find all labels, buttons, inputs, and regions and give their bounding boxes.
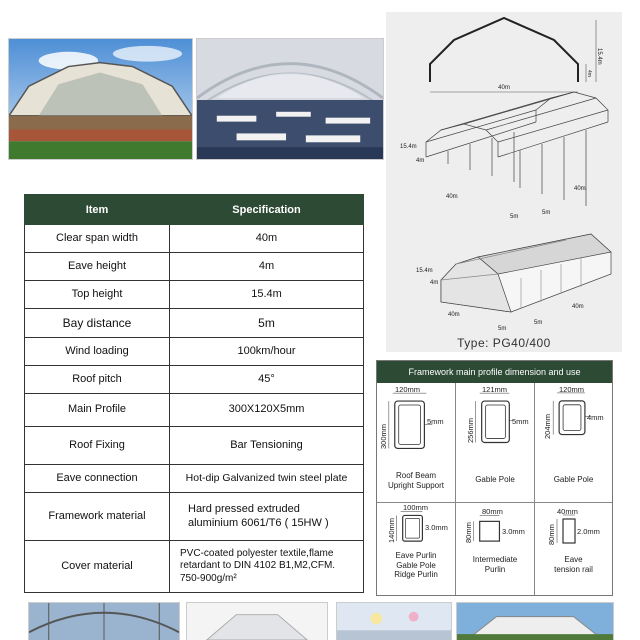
profile-width: 80mm bbox=[482, 507, 503, 516]
header-specification: Specification bbox=[170, 195, 364, 225]
profile-cell bbox=[456, 383, 535, 503]
profile-use-line: Roof Beam bbox=[395, 471, 437, 480]
profile-grid bbox=[377, 383, 612, 595]
iso-width-label: 40m bbox=[446, 194, 458, 200]
value-cell: 4m bbox=[170, 253, 364, 281]
profile-use: Gable Pole bbox=[475, 475, 515, 484]
item-cell: Main Profile bbox=[25, 394, 170, 427]
value-cell: 45° bbox=[170, 366, 364, 394]
bottom-photo-3 bbox=[336, 602, 452, 640]
tent-interior-banquet-photo bbox=[196, 38, 384, 160]
value-line: aluminium 6061/T6 ( 15HW ) bbox=[188, 516, 329, 529]
table-row bbox=[25, 394, 364, 427]
item-cell: Roof Fixing bbox=[25, 427, 170, 465]
profile-section-icon bbox=[535, 503, 612, 595]
covered-tent-drawing bbox=[441, 234, 611, 312]
item-cell: Cover material bbox=[25, 541, 170, 593]
front-height-label: 15.4m bbox=[596, 48, 602, 65]
profile-use-5 bbox=[456, 555, 534, 574]
profile-use-line: Ridge Purlin bbox=[394, 570, 438, 580]
tent-drawings bbox=[386, 12, 622, 352]
item-cell: Framework material bbox=[25, 493, 170, 541]
profile-thickness: 4mm bbox=[587, 413, 604, 422]
table-row bbox=[25, 541, 364, 593]
value-cell: 15.4m bbox=[170, 281, 364, 309]
front-width-label: 40m bbox=[498, 85, 510, 91]
value-cell: 100km/hour bbox=[170, 338, 364, 366]
profile-height: 300mm bbox=[379, 423, 388, 449]
profile-use: Gable Pole bbox=[553, 475, 594, 484]
profile-thickness: 3.0mm bbox=[502, 527, 525, 536]
value-line: 750-900g/m² bbox=[180, 572, 237, 584]
iso-bay-label-2: 5m bbox=[542, 210, 551, 216]
profile-thickness: 2.0mm bbox=[577, 527, 600, 536]
front-elevation-drawing bbox=[430, 18, 578, 82]
profile-thickness: 5mm bbox=[427, 417, 444, 426]
profile-cell bbox=[377, 383, 456, 503]
value-line: PVC-coated polyester textile,flame bbox=[180, 547, 334, 559]
value-cell: 5m bbox=[170, 309, 364, 338]
tent-bay-label-2: 5m bbox=[534, 320, 543, 326]
value-cell bbox=[170, 541, 364, 593]
profile-height: 256mm bbox=[466, 417, 475, 443]
profile-width: 121mm bbox=[482, 385, 508, 394]
profile-use-line: tension rail bbox=[554, 564, 593, 574]
item-cell: Eave connection bbox=[25, 465, 170, 493]
value-line: retardant to DIN 4102 B1,M2,CFM. bbox=[180, 560, 336, 572]
header-item: Item bbox=[25, 195, 170, 225]
profile-section-icon bbox=[456, 503, 534, 595]
profile-width: 100mm bbox=[403, 503, 429, 512]
profile-cell bbox=[377, 503, 456, 595]
specification-table bbox=[24, 194, 364, 593]
profile-cell bbox=[535, 503, 612, 595]
profile-use-line: Upright Support bbox=[387, 480, 445, 490]
profile-use-line: Gable Pole bbox=[396, 560, 436, 570]
tent-type-label: Type: PG40/400 bbox=[457, 336, 551, 350]
profile-height: 204mm bbox=[543, 413, 552, 439]
bottom-photo-1 bbox=[28, 602, 180, 640]
item-cell: Wind loading bbox=[25, 338, 170, 366]
iso-bay-label: 5m bbox=[510, 214, 519, 220]
table-row bbox=[25, 465, 364, 493]
profile-panel-title: Framework main profile dimension and use bbox=[377, 361, 612, 383]
iso-eave-label: 4m bbox=[416, 158, 425, 164]
value-cell: 300X120X5mm bbox=[170, 394, 364, 427]
profile-section-icon bbox=[377, 503, 455, 595]
table-row bbox=[25, 281, 364, 309]
table-row bbox=[25, 338, 364, 366]
profile-use-1 bbox=[377, 471, 455, 490]
item-cell: Top height bbox=[25, 281, 170, 309]
value-cell: 40m bbox=[170, 225, 364, 253]
table-row bbox=[25, 253, 364, 281]
front-eave-label: 4m bbox=[586, 70, 592, 77]
item-cell: Roof pitch bbox=[25, 366, 170, 394]
profile-height: 140mm bbox=[387, 517, 396, 543]
tent-eave-label: 4m bbox=[430, 280, 439, 286]
tent-width-label: 40m bbox=[448, 312, 460, 318]
profile-use-line: Eave Purlin bbox=[395, 551, 437, 560]
item-cell: Clear span width bbox=[25, 225, 170, 253]
profile-use-line: Purlin bbox=[484, 564, 506, 574]
profile-thickness: 5mm bbox=[512, 417, 529, 426]
value-cell bbox=[170, 493, 364, 541]
profile-use-4 bbox=[377, 551, 455, 580]
tent-exterior-photo bbox=[8, 38, 193, 160]
iso-height-label: 15.4m bbox=[400, 144, 417, 150]
profile-cell bbox=[535, 383, 612, 503]
tent-height-label: 15.4m bbox=[416, 268, 433, 274]
table-row bbox=[25, 225, 364, 253]
bottom-photo-4 bbox=[456, 602, 614, 640]
item-cell: Eave height bbox=[25, 253, 170, 281]
profile-height: 80mm bbox=[547, 524, 556, 545]
table-row bbox=[25, 493, 364, 541]
tent-drawings-panel bbox=[386, 12, 622, 352]
framework-profile-panel bbox=[376, 360, 613, 596]
profile-use-6 bbox=[535, 555, 612, 574]
profile-height: 80mm bbox=[464, 522, 473, 543]
profile-width: 120mm bbox=[395, 385, 421, 394]
item-cell: Bay distance bbox=[25, 309, 170, 338]
value-cell: Bar Tensioning bbox=[170, 427, 364, 465]
table-row bbox=[25, 427, 364, 465]
table-row bbox=[25, 309, 364, 338]
profile-width: 40mm bbox=[557, 507, 578, 516]
bottom-photo-2 bbox=[186, 602, 328, 640]
value-line: Hard pressed extruded bbox=[188, 502, 300, 515]
profile-use-line: Intermediate bbox=[472, 555, 518, 564]
profile-cell bbox=[456, 503, 535, 595]
value-cell: Hot-dip Galvanized twin steel plate bbox=[170, 465, 364, 493]
table-row bbox=[25, 366, 364, 394]
profile-thickness: 3.0mm bbox=[425, 523, 448, 532]
tent-length-label: 40m bbox=[572, 304, 584, 310]
tent-bay-label: 5m bbox=[498, 326, 507, 332]
iso-length-label: 40m bbox=[574, 186, 586, 192]
profile-width: 120mm bbox=[559, 385, 585, 394]
profile-use-line: Eave bbox=[564, 555, 583, 564]
